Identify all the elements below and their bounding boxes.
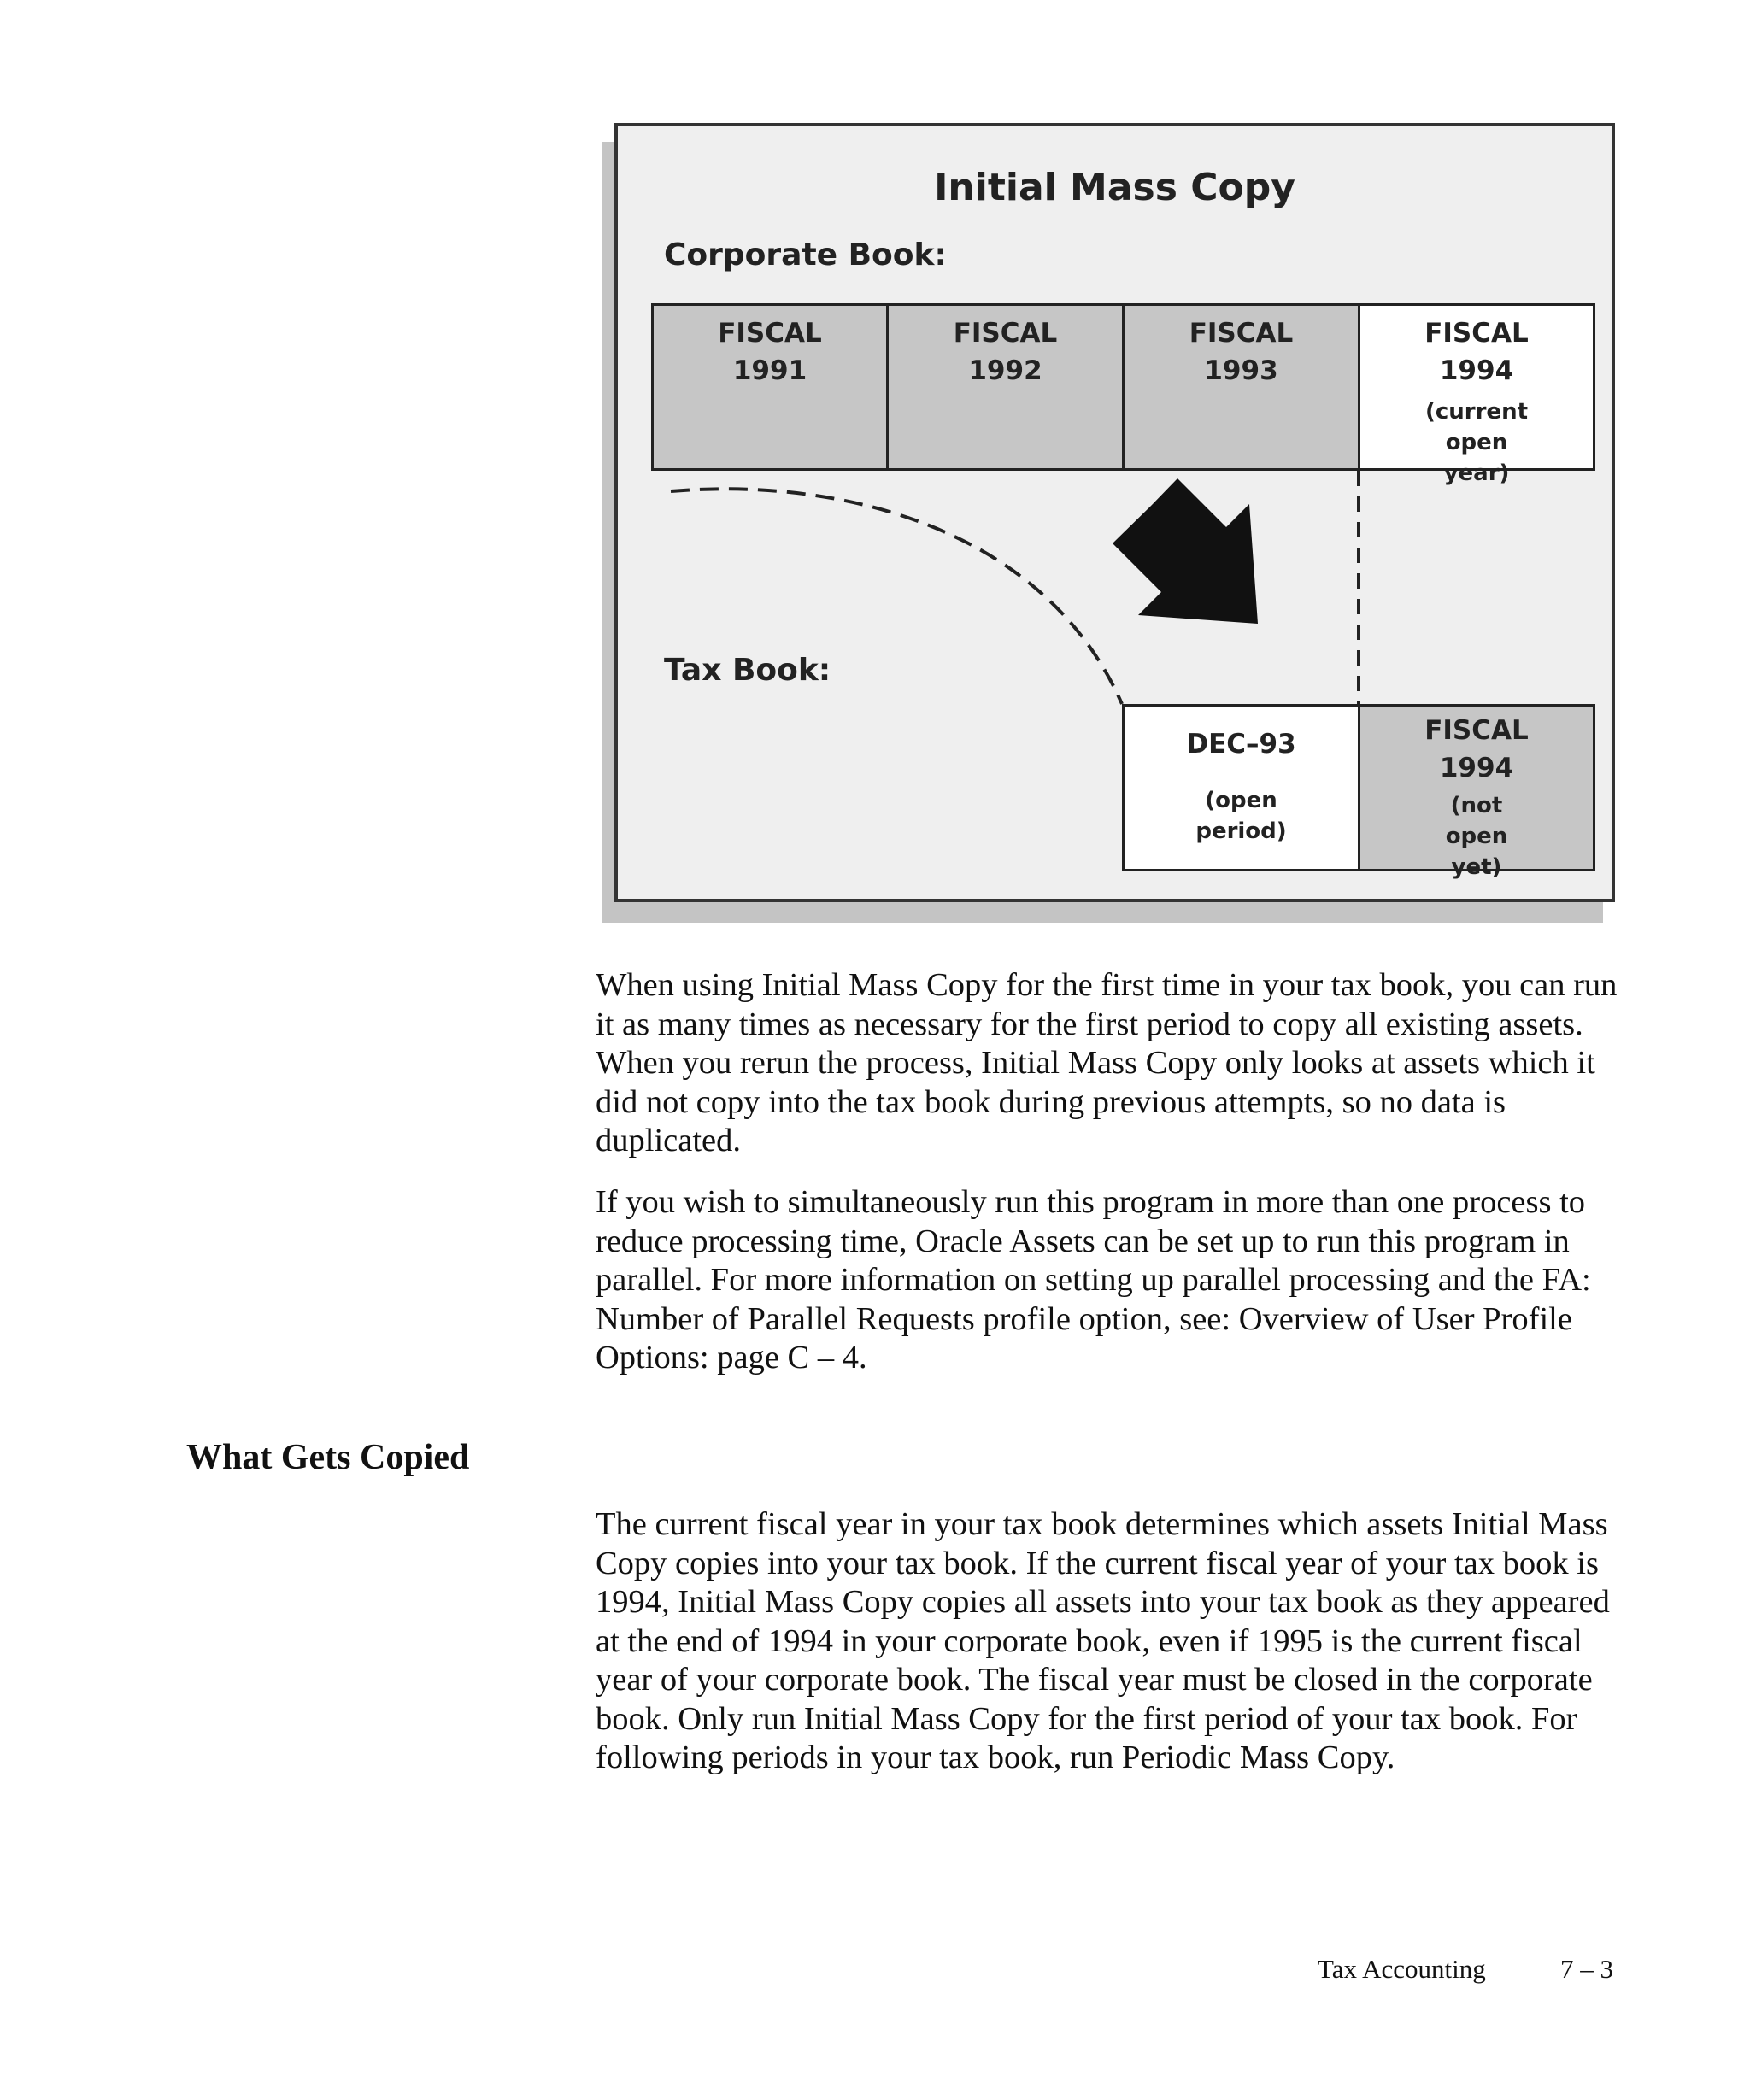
tax-book-label: Tax Book: bbox=[664, 653, 831, 688]
cell-year: 1993 bbox=[1204, 355, 1278, 386]
figure-title: Initial Mass Copy bbox=[934, 166, 1295, 209]
cell-label: FISCAL bbox=[1189, 318, 1294, 349]
cell-label: DEC–93 bbox=[1186, 729, 1296, 760]
cell-year: 1994 bbox=[1439, 355, 1514, 386]
cell-label: FISCAL bbox=[953, 318, 1058, 349]
figure-connectors bbox=[618, 126, 1612, 899]
section-heading: What Gets Copied bbox=[186, 1438, 470, 1477]
paragraph-parallel: If you wish to simultaneously run this program in more than one process to reduce processing time, Oracle Assets can be set up to run this program in parallel. For more information on setting up parallel processing and the FA: Number of Parallel Requests profile option, see: Overview of User Profile Options: page C – 4. bbox=[596, 1184, 1591, 1376]
cell-label: FISCAL bbox=[1424, 715, 1529, 746]
cell-note: (open period) bbox=[1195, 788, 1287, 844]
footer-chapter: Tax Accounting bbox=[1318, 1954, 1486, 1984]
cell-label: FISCAL bbox=[1424, 318, 1529, 349]
cell-year: 1994 bbox=[1439, 753, 1514, 783]
corporate-book-label: Corporate Book: bbox=[664, 238, 947, 273]
dashed-curve bbox=[671, 489, 1122, 704]
cell-label: FISCAL bbox=[718, 318, 822, 349]
paragraph-what-gets-copied: The current fiscal year in your tax book determines which assets Initial Mass Copy copies into your tax book. If the current fiscal year of your tax book is 1994, Initial Mass Copy copies all assets into your tax book as they appeared at the end of 1994 in your corporate book, even if 1995 is the current fiscal year of your corporate book. The fiscal year must be closed in the corporate book. Only run Initial Mass Copy for the first period of your tax book. For following periods in your tax book, run Periodic Mass Copy. bbox=[596, 1506, 1610, 1775]
initial-mass-copy-figure bbox=[614, 123, 1615, 902]
cell-year: 1992 bbox=[968, 355, 1042, 386]
cell-year: 1991 bbox=[732, 355, 807, 386]
paragraph-rerun: When using Initial Mass Copy for the first time in your tax book, you can run it as many times as necessary for the first period to copy all existing assets. When you rerun the process, Initial Mass Copy only looks at assets which it did not copy into the tax book during previous attempts, so no data is duplicated. bbox=[596, 967, 1618, 1159]
cell-note: (current open year) bbox=[1424, 399, 1529, 486]
copy-arrow-icon bbox=[1113, 478, 1258, 624]
footer-page-number: 7 – 3 bbox=[1560, 1954, 1613, 1984]
cell-note: (not open yet) bbox=[1445, 793, 1508, 880]
